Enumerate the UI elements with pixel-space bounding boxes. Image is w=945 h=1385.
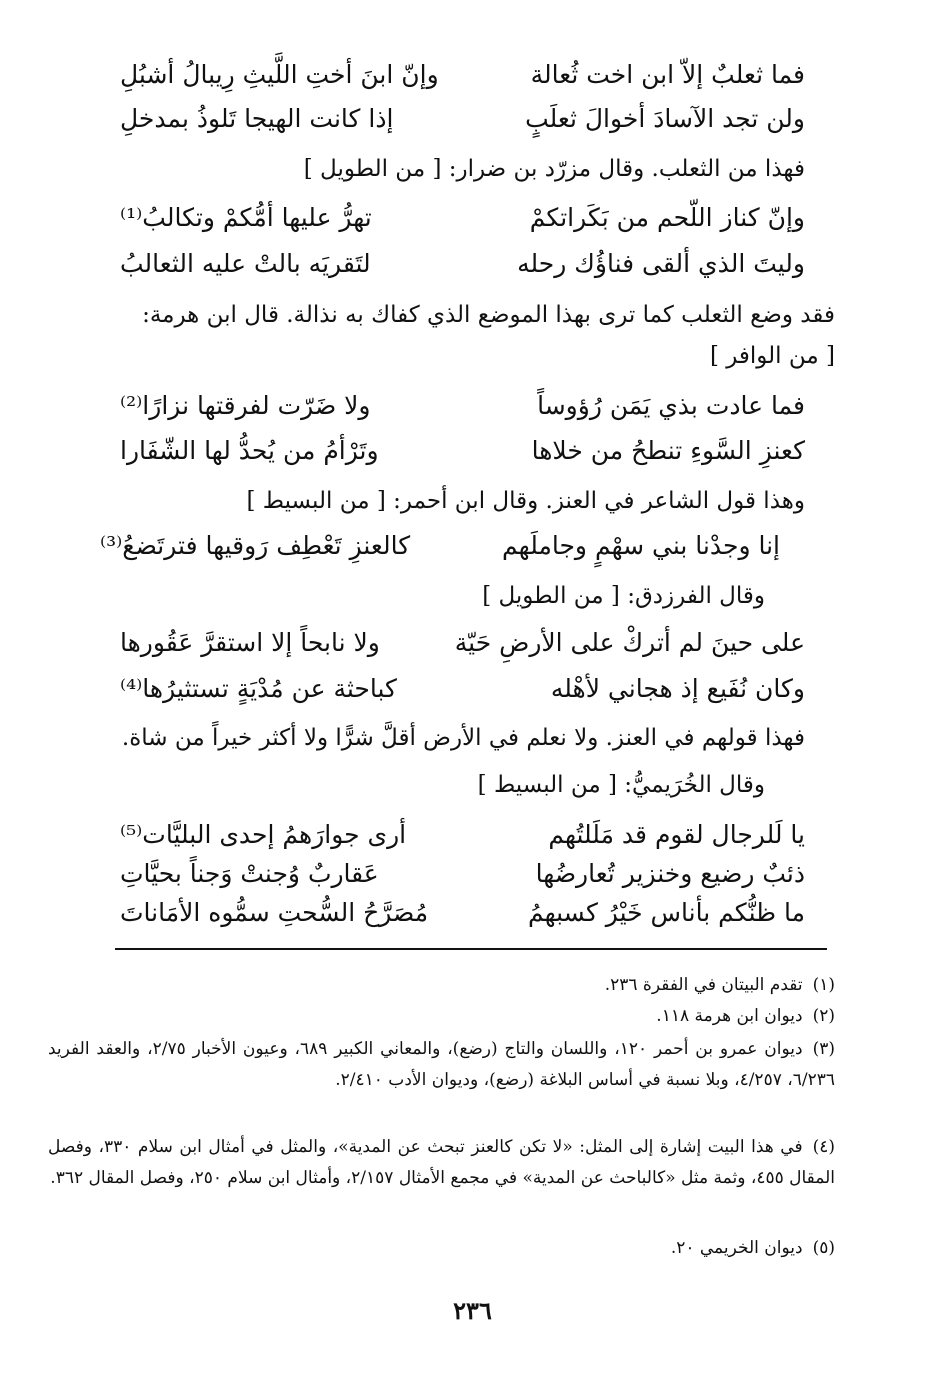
- footnote-divider: [115, 948, 827, 950]
- verse-5-second: ولا ضَرّت لفرقتها نزارًا⁽²⁾: [120, 391, 371, 420]
- verse-3-second: تهرُّ عليها أمُّكمْ وتكالبُ⁽¹⁾: [120, 203, 372, 232]
- footnote-number: (٢): [812, 1006, 835, 1026]
- verse-11-second: عَقاربٌ وُجنتْ وَجناً بحيَّاتِ: [120, 859, 379, 888]
- footnote-1: [48, 970, 835, 1001]
- verse-4-first: وليتَ الذي ألقى فناؤُك رحله: [517, 249, 805, 278]
- footnote-text: ديوان ابن هرمة ١١٨.: [656, 1006, 803, 1026]
- verse-6-first: كعنزِ السَّوءِ تنطحُ من خلاها: [531, 436, 805, 465]
- footnote-text: ديوان عمرو بن أحمر ١٢٠، واللسان والتاج (رضع)، والمعاني الكبير ٦٨٩، وعيون الأخبار ٢/٧٥، والعقد الفريد ٦/٢٣٦، ٤/٢٥٧، وبلا نسبة في أساس البلاغة (رضع)، وديوان الأدب ٢/٤١٠.: [48, 1039, 835, 1090]
- verse-8-second: ولا نابحاً إلا استقرَّ عَقُورها: [120, 628, 380, 657]
- paragraph-1: فهذا من الثعلب. وقال مزرّد بن ضرار: [ من الطويل ]: [303, 156, 805, 182]
- verse-9-second: كباحثة عن مُدْيَةٍ تستثيرُها⁽⁴⁾: [120, 674, 397, 703]
- paragraph-5: فهذا قولهم في العنز. ولا نعلم في الأرض أقلَّ شرًّا ولا أكثر خيراً من شاة.: [121, 725, 805, 751]
- verse-10-first: يا لَلرجال لقوم قد مَلَلتُهم: [548, 820, 805, 849]
- verse-10-second: أرى جوارَهمُ إحدى البليَّات⁽⁵⁾: [120, 820, 407, 849]
- paragraph-2: فقد وضع الثعلب كما ترى بهذا الموضع الذي كفاك به نذالة. قال ابن هرمة:: [142, 302, 835, 328]
- paragraph-3: وهذا قول الشاعر في العنز. وقال ابن أحمر: [ من البسيط ]: [246, 488, 805, 514]
- verse-5-first: فما عادت بذي يَمَن رُؤوساً: [537, 391, 805, 420]
- verse-8-first: على حينَ لم أتركْ على الأرضِ حَيّة: [454, 628, 805, 657]
- footnote-number: (٤): [812, 1137, 835, 1157]
- verse-4-second: لتَقريَه بالتْ عليه الثعالبُ: [120, 249, 371, 278]
- verse-12-first: ما ظنُّكم بأناس خَيْرُ كسبهمُ: [527, 898, 805, 927]
- footnote-2: [48, 1001, 835, 1032]
- verse-7-second: كالعنزِ تَعْطِف رَوقيها فترتَضعُ⁽³⁾: [100, 531, 411, 560]
- verse-12-second: مُصَرَّحُ السُّحتِ سمُّوه الأمَاناتَ: [120, 898, 429, 927]
- verse-6-second: وتَرْأمُ من يُحدُّ لها الشّفَارا: [120, 436, 379, 465]
- footnote-number: (٥): [812, 1238, 835, 1258]
- footnote-text: ديوان الخريمي ٢٠.: [670, 1238, 803, 1258]
- verse-2-second: إذا كانت الهيجا تَلوذُ بمدخلِ: [120, 104, 394, 133]
- verse-9-first: وكان نُفَيع إذ هجاني لأهْله: [550, 674, 805, 703]
- page-number: ٢٣٦: [453, 1296, 492, 1325]
- footnote-text: تقدم البيتان في الفقرة ٢٣٦.: [604, 975, 803, 995]
- footnote-number: (٣): [812, 1039, 835, 1059]
- paragraph-2-meter: [ من الوافر ]: [709, 343, 835, 369]
- verse-1-first: فما ثعلبٌ إلاّ ابن اخت ثُعالة: [530, 60, 805, 89]
- footnote-4: [48, 1132, 835, 1194]
- paragraph-6: وقال الخُرَيميُّ: [ من البسيط ]: [477, 772, 765, 798]
- footnote-3: [48, 1034, 835, 1096]
- verse-2-first: ولن تجد الآسادَ أخوالَ ثعلَبٍ: [525, 104, 805, 133]
- verse-1-second: وإنّ ابنَ أختِ اللَّيثِ رِيبالُ أشبُلِ: [120, 60, 439, 89]
- footnote-text: في هذا البيت إشارة إلى المثل: «لا تكن كالعنز تبحث عن المدية»، والمثل في أمثال ابن سلام ٣٣٠، وفصل المقال ٤٥٥، وثمة مثل «كالباحث عن المدية» في مجمع الأمثال ٢/١٥٧، وأمثال ابن سلام ٢٥٠، وفصل المقال ٣٦٢.: [48, 1137, 835, 1188]
- verse-3-first: وإنّ كناز اللّحم من بَكَراتكمْ: [529, 203, 805, 232]
- paragraph-4: وقال الفرزدق: [ من الطويل ]: [482, 583, 765, 609]
- footnote-number: (١): [812, 975, 835, 995]
- verse-11-first: ذئبٌ رضيع وخنزير تُعارضُها: [535, 859, 805, 888]
- footnote-5: [48, 1233, 835, 1264]
- verse-7-first: إنا وجدْنا بني سهْمٍ وجاملَهم: [502, 531, 780, 560]
